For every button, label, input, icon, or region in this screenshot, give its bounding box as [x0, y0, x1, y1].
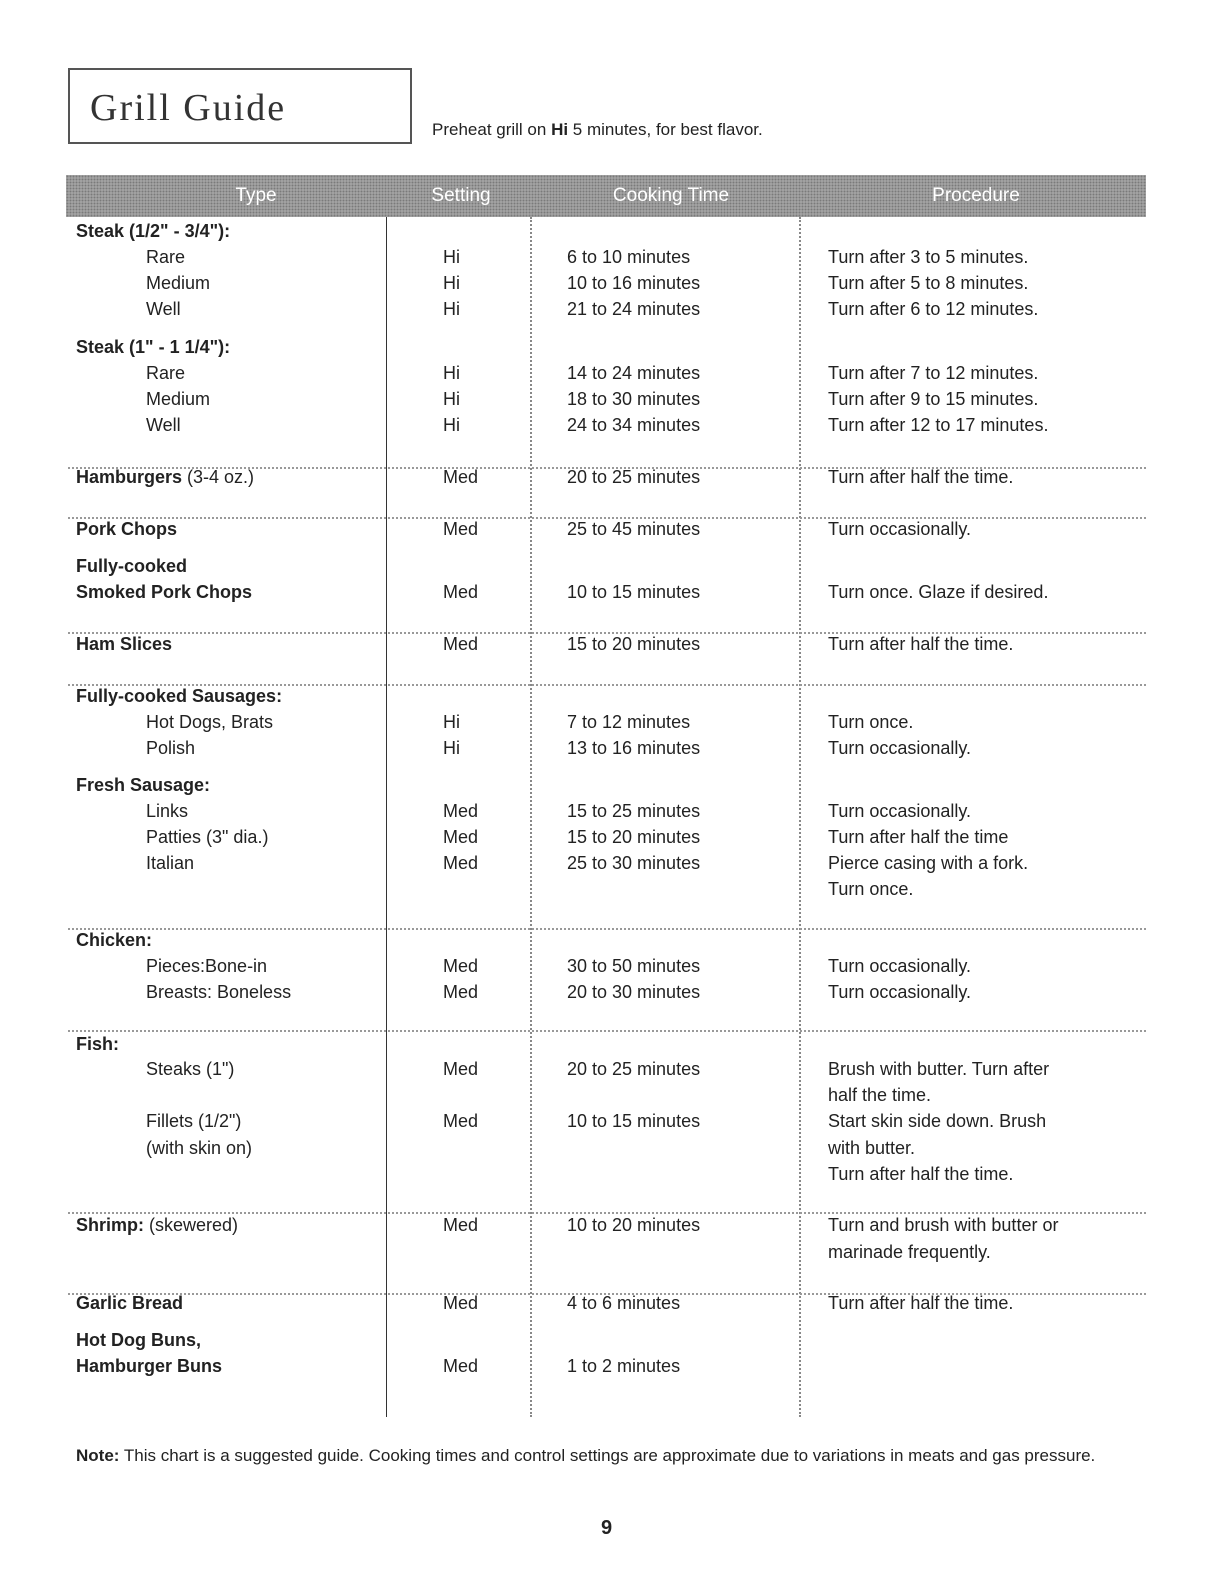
item-label	[146, 386, 210, 412]
item-label	[146, 709, 273, 735]
setting-cell: Med	[443, 1215, 479, 1235]
item-label	[146, 360, 185, 386]
table-row	[0, 772, 1213, 798]
procedure-cell: Turn after 7 to 12 minutes.	[828, 363, 1039, 383]
table-row	[0, 1353, 1213, 1379]
type-text: Pieces:Bone-in	[146, 956, 268, 976]
page-number: 9	[600, 1517, 613, 1539]
table-row	[0, 244, 1213, 270]
type-text: Well	[146, 299, 181, 319]
category-label	[76, 464, 254, 490]
header-procedure: Procedure	[932, 185, 1020, 206]
cooking-time-cell: 15 to 20 minutes	[567, 827, 701, 847]
setting-cell: Med	[443, 853, 479, 873]
table-row	[0, 953, 1213, 979]
category-label	[76, 553, 187, 579]
procedure-cell: half the time.	[828, 1085, 932, 1105]
type-text: Italian	[146, 853, 195, 873]
table-row	[0, 979, 1213, 1005]
setting-cell: Med	[443, 1111, 479, 1131]
type-extra: (skewered)	[144, 1215, 239, 1235]
procedure-cell: Turn occasionally.	[828, 738, 972, 758]
table-row	[0, 296, 1213, 322]
category-label	[76, 683, 282, 709]
procedure-cell: Turn occasionally.	[828, 801, 972, 821]
table-row	[0, 683, 1213, 709]
category-label	[76, 1353, 222, 1379]
type-text: Links	[146, 801, 189, 821]
category-label	[76, 1327, 201, 1353]
type-text: Pork Chops	[76, 519, 178, 539]
type-text: Fully-cooked	[76, 556, 188, 576]
table-row	[0, 927, 1213, 953]
procedure-cell: Turn occasionally.	[828, 982, 972, 1002]
table-row	[0, 824, 1213, 850]
procedure-cell: Turn after half the time.	[828, 1293, 1014, 1313]
note-text: This chart is a suggested guide. Cooking times and control settings are approximate due to variations in meats and gas pressure.	[119, 1446, 1096, 1465]
table-row	[0, 516, 1213, 542]
type-text: Polish	[146, 738, 196, 758]
category-label	[76, 579, 252, 605]
preheat-setting: Hi	[551, 120, 569, 139]
setting-cell: Hi	[443, 363, 460, 383]
table-row	[0, 709, 1213, 735]
procedure-cell: marinade frequently.	[828, 1242, 991, 1262]
table-row	[0, 735, 1213, 761]
type-text: Fish:	[76, 1034, 119, 1054]
cooking-time-cell: 13 to 16 minutes	[567, 738, 701, 758]
type-text: Steak (1" - 1 1/4"):	[76, 337, 231, 357]
type-text: Patties (3" dia.)	[146, 827, 269, 847]
cooking-time-cell: 25 to 30 minutes	[567, 853, 701, 873]
cooking-time-cell: 20 to 30 minutes	[567, 982, 701, 1002]
item-label	[146, 1108, 241, 1134]
item-label	[146, 412, 181, 438]
type-text: Smoked Pork Chops	[76, 582, 253, 602]
page-title: Grill Guide	[90, 87, 287, 129]
item-label	[146, 735, 195, 761]
table-row	[0, 850, 1213, 876]
cooking-time-cell: 1 to 2 minutes	[567, 1356, 681, 1376]
table-row	[0, 553, 1213, 579]
procedure-cell: Turn after 5 to 8 minutes.	[828, 273, 1029, 293]
procedure-cell: Turn after 9 to 15 minutes.	[828, 389, 1039, 409]
table-row	[0, 1031, 1213, 1057]
table-row	[0, 412, 1213, 438]
setting-cell: Hi	[443, 273, 460, 293]
item-label	[146, 798, 188, 824]
table-row	[0, 360, 1213, 386]
table-row	[0, 1239, 1213, 1265]
procedure-cell: Start skin side down. Brush	[828, 1111, 1047, 1131]
type-text: Rare	[146, 247, 186, 267]
table-row	[0, 464, 1213, 490]
setting-cell: Med	[443, 1293, 479, 1313]
procedure-cell: Turn after half the time.	[828, 1164, 1014, 1184]
setting-cell: Med	[443, 582, 479, 602]
setting-cell: Med	[443, 982, 479, 1002]
category-label	[76, 631, 172, 657]
table-row	[0, 798, 1213, 824]
preheat-suffix: 5 minutes, for best flavor.	[568, 120, 763, 139]
cooking-time-cell: 4 to 6 minutes	[567, 1293, 681, 1313]
type-text: Well	[146, 415, 181, 435]
procedure-cell: Turn after 6 to 12 minutes.	[828, 299, 1039, 319]
procedure-cell: Turn after 3 to 5 minutes.	[828, 247, 1029, 267]
type-text: Rare	[146, 363, 186, 383]
type-text: Breasts: Boneless	[146, 982, 292, 1002]
setting-cell: Hi	[443, 738, 460, 758]
table-row	[0, 1082, 1213, 1108]
procedure-cell: Turn occasionally.	[828, 519, 972, 539]
cooking-time-cell: 30 to 50 minutes	[567, 956, 701, 976]
header-type: Type	[235, 185, 277, 206]
type-text: Fully-cooked Sausages:	[76, 686, 283, 706]
note-label: Note:	[76, 1446, 120, 1465]
cooking-time-cell: 15 to 20 minutes	[567, 634, 701, 654]
setting-cell: Med	[443, 801, 479, 821]
type-text: Steaks (1")	[146, 1059, 235, 1079]
item-label	[146, 1056, 234, 1082]
setting-cell: Hi	[443, 712, 460, 732]
setting-cell: Med	[443, 634, 479, 654]
category-label	[76, 516, 177, 542]
cooking-time-cell: 14 to 24 minutes	[567, 363, 701, 383]
type-text: Hamburger Buns	[76, 1356, 223, 1376]
setting-cell: Hi	[443, 247, 460, 267]
table-row	[0, 334, 1213, 360]
procedure-cell: Turn after half the time.	[828, 634, 1014, 654]
procedure-cell: Brush with butter. Turn after	[828, 1059, 1050, 1079]
setting-cell: Med	[443, 1059, 479, 1079]
table-row	[0, 1056, 1213, 1082]
type-text: Medium	[146, 389, 211, 409]
procedure-cell: Turn after half the time	[828, 827, 1009, 847]
table-row	[0, 1161, 1213, 1187]
table-row	[0, 1135, 1213, 1161]
item-label	[146, 824, 268, 850]
procedure-cell: Pierce casing with a fork.	[828, 853, 1029, 873]
item-label	[146, 979, 291, 1005]
type-text: Fresh Sausage:	[76, 775, 211, 795]
item-label	[146, 953, 267, 979]
category-label	[76, 772, 210, 798]
type-text: Garlic Bread	[76, 1293, 184, 1313]
setting-cell: Med	[443, 467, 479, 487]
procedure-cell: Turn occasionally.	[828, 956, 972, 976]
procedure-cell: Turn after 12 to 17 minutes.	[828, 415, 1049, 435]
table-row	[0, 579, 1213, 605]
setting-cell: Hi	[443, 415, 460, 435]
type-text: Hot Dog Buns,	[76, 1330, 201, 1350]
procedure-cell: Turn once.	[828, 879, 914, 899]
cooking-time-cell: 20 to 25 minutes	[567, 1059, 701, 1079]
procedure-cell: Turn after half the time.	[828, 467, 1014, 487]
setting-cell: Med	[443, 1356, 479, 1376]
cooking-time-cell: 10 to 16 minutes	[567, 273, 701, 293]
procedure-cell: Turn once.	[828, 712, 914, 732]
cooking-time-cell: 24 to 34 minutes	[567, 415, 701, 435]
item-label	[146, 270, 210, 296]
procedure-cell: with butter.	[828, 1138, 916, 1158]
cooking-time-cell: 10 to 15 minutes	[567, 1111, 701, 1131]
table-row	[0, 218, 1213, 244]
table-row	[0, 270, 1213, 296]
cooking-time-cell: 6 to 10 minutes	[567, 247, 691, 267]
item-label	[146, 244, 185, 270]
setting-cell: Med	[443, 956, 479, 976]
category-label	[76, 927, 152, 953]
category-label	[76, 334, 230, 360]
cooking-time-cell: 15 to 25 minutes	[567, 801, 701, 821]
table-row	[0, 386, 1213, 412]
type-text: (with skin on)	[146, 1138, 253, 1158]
type-text: Hot Dogs, Brats	[146, 712, 274, 732]
setting-cell: Med	[443, 519, 479, 539]
table-row	[0, 876, 1213, 902]
type-extra: (3-4 oz.)	[182, 467, 255, 487]
item-label	[146, 296, 181, 322]
preheat-instruction	[432, 120, 763, 140]
type-text: Ham Slices	[76, 634, 173, 654]
table-row	[0, 1290, 1213, 1316]
header-cooking-time: Cooking Time	[612, 185, 730, 206]
type-text: Hamburgers	[76, 467, 183, 487]
procedure-cell: Turn and brush with butter or	[828, 1215, 1059, 1235]
category-label	[76, 218, 230, 244]
category-label	[76, 1212, 238, 1238]
header-setting: Setting	[431, 185, 491, 206]
preheat-prefix: Preheat grill on	[432, 120, 552, 139]
type-text: Medium	[146, 273, 211, 293]
category-label	[76, 1031, 119, 1057]
table-header	[66, 175, 1146, 217]
type-text: Shrimp:	[76, 1215, 145, 1235]
category-label	[76, 1290, 183, 1316]
cooking-time-cell: 25 to 45 minutes	[567, 519, 701, 539]
cooking-time-cell: 10 to 20 minutes	[567, 1215, 701, 1235]
setting-cell: Med	[443, 827, 479, 847]
title-box	[68, 68, 412, 144]
item-label	[146, 1135, 252, 1161]
cooking-time-cell: 18 to 30 minutes	[567, 389, 701, 409]
cooking-time-cell: 20 to 25 minutes	[567, 467, 701, 487]
table-row	[0, 1327, 1213, 1353]
type-text: Fillets (1/2")	[146, 1111, 242, 1131]
type-text: Steak (1/2" - 3/4"):	[76, 221, 231, 241]
procedure-cell: Turn once. Glaze if desired.	[828, 582, 1049, 602]
item-label	[146, 850, 194, 876]
type-text: Chicken:	[76, 930, 153, 950]
table-row	[0, 631, 1213, 657]
cooking-time-cell: 21 to 24 minutes	[567, 299, 701, 319]
table-row	[0, 1212, 1213, 1238]
table-row	[0, 1108, 1213, 1134]
setting-cell: Hi	[443, 389, 460, 409]
setting-cell: Hi	[443, 299, 460, 319]
footnote	[76, 1446, 1095, 1466]
cooking-time-cell: 7 to 12 minutes	[567, 712, 691, 732]
cooking-time-cell: 10 to 15 minutes	[567, 582, 701, 602]
